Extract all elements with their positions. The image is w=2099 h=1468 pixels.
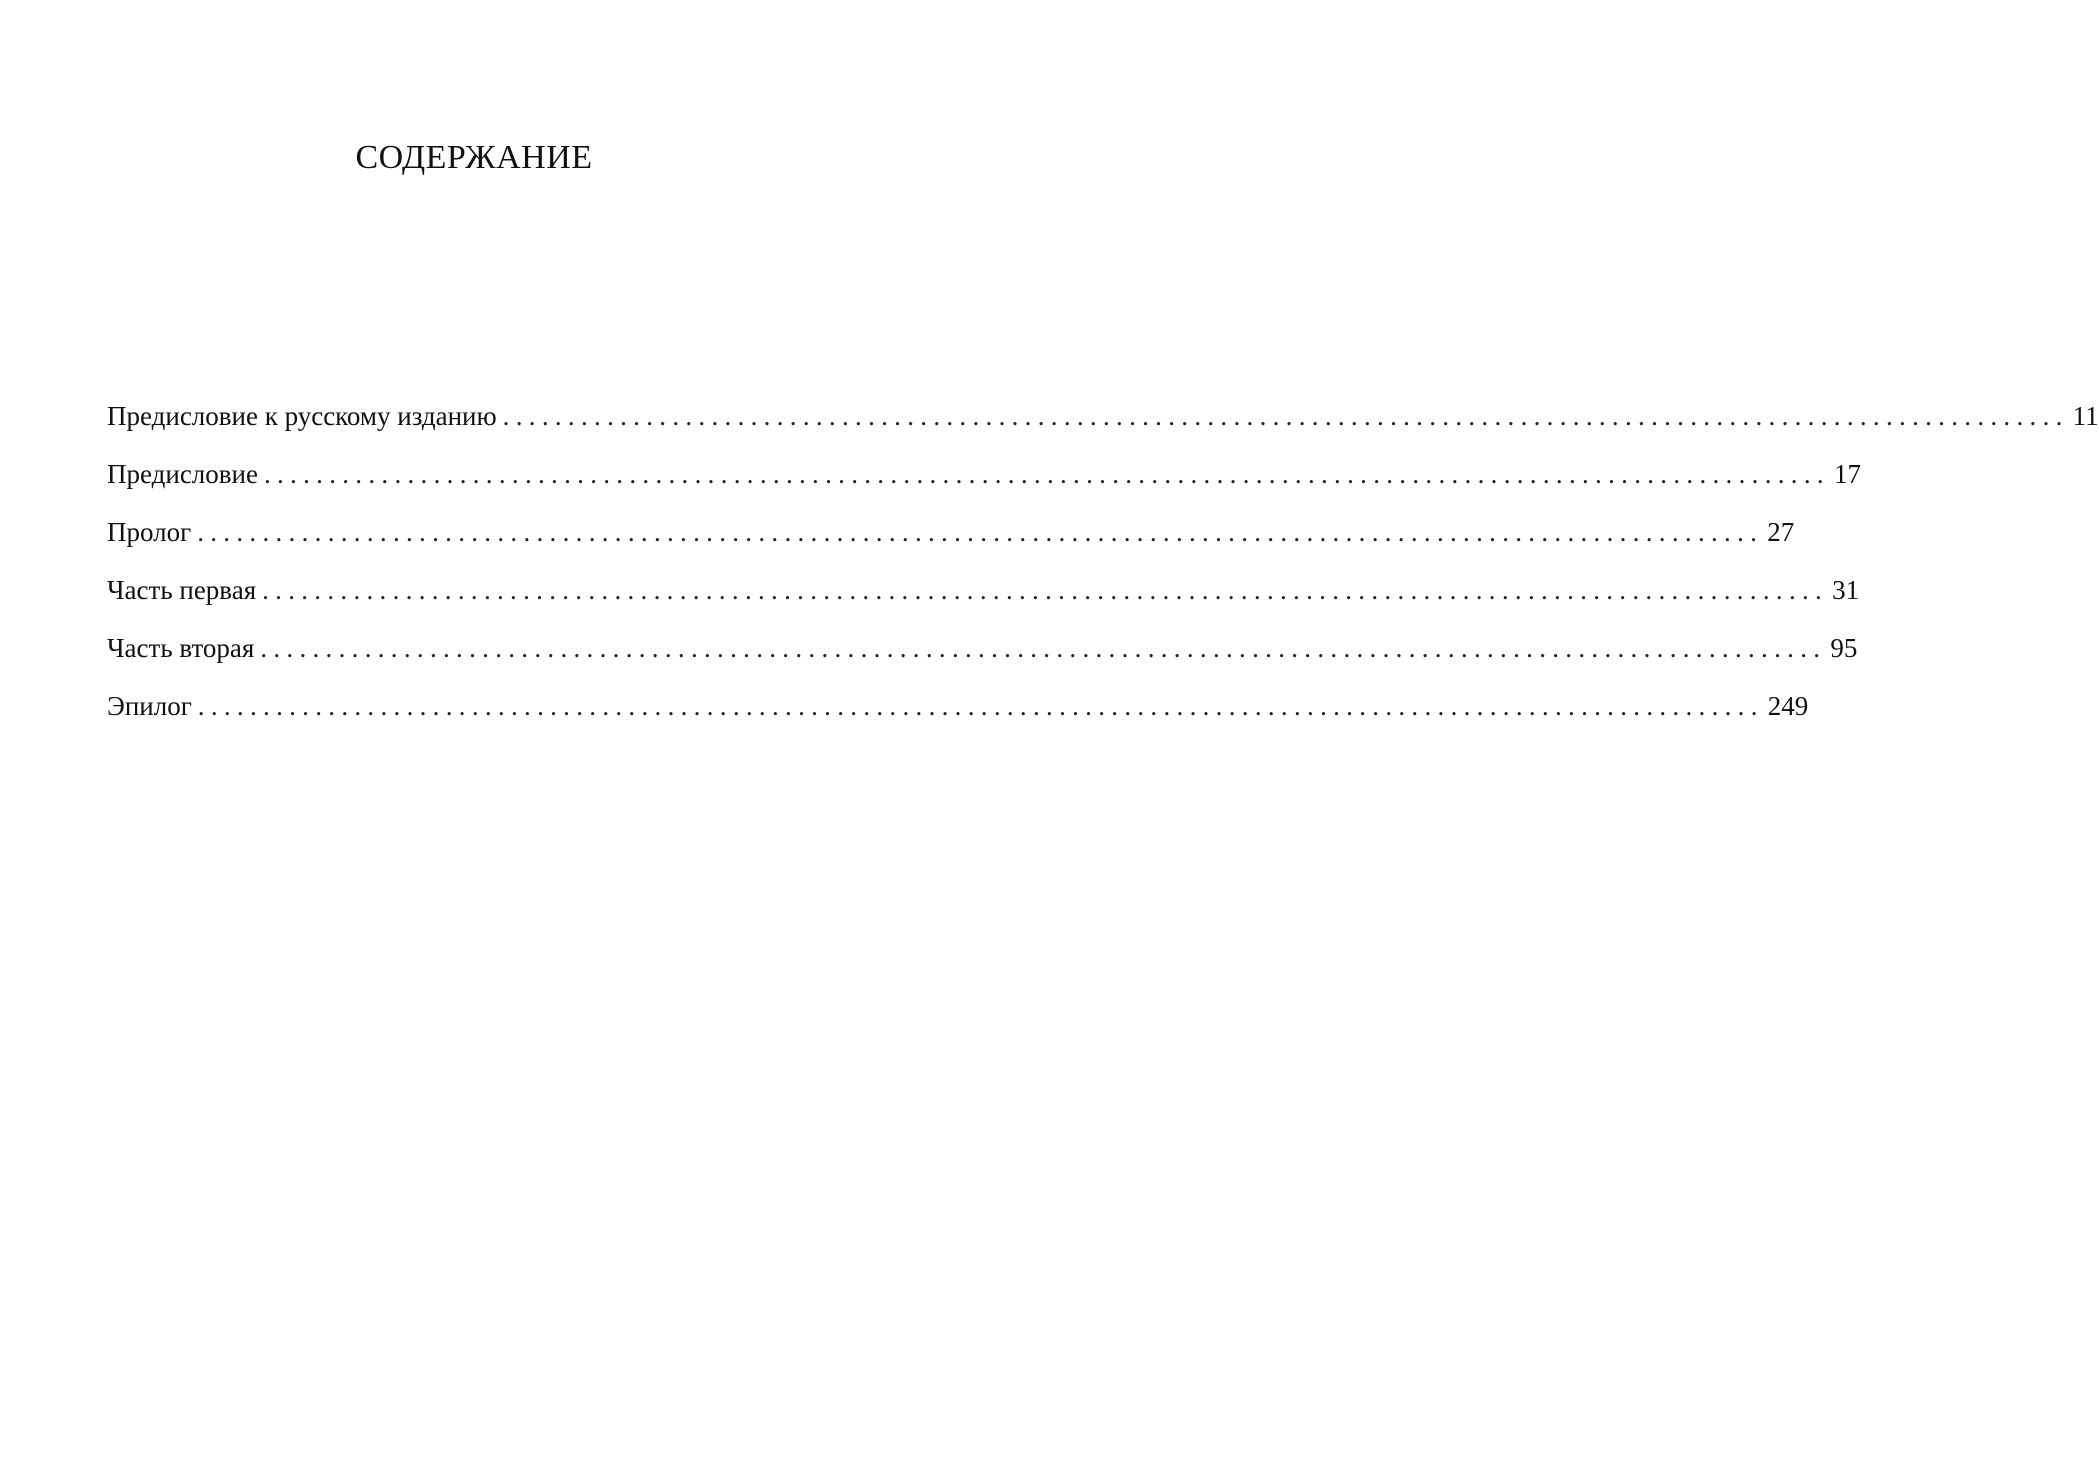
toc-entry — [107, 626, 1858, 684]
toc-dot-leader: ........................................................................................................................ — [263, 459, 1830, 489]
toc-entry-page-number: 27 — [1767, 517, 1795, 547]
toc-entry-label: Пролог — [107, 517, 192, 547]
toc-entry-page-number: 95 — [1830, 633, 1858, 663]
toc-entry-label: Эпилог — [107, 691, 192, 721]
toc-entry-page-number: 249 — [1767, 691, 1809, 721]
toc-entry-label: Часть первая — [107, 575, 257, 605]
toc-entry-label: Часть вторая — [107, 633, 255, 663]
toc-dot-leader: ........................................................................................................................ — [197, 517, 1764, 547]
toc-dot-leader: ........................................................................................................................ — [197, 691, 1764, 721]
toc-entry — [107, 394, 2099, 452]
toc-entry-label: Предисловие — [107, 459, 258, 489]
toc-title: СОДЕРЖАНИЕ — [355, 139, 593, 176]
toc-dot-leader: ........................................................................................................................ — [502, 401, 2069, 431]
toc-entry-page-number: 17 — [1833, 459, 1861, 489]
toc-entry — [107, 568, 1860, 626]
toc-list — [107, 394, 2099, 742]
toc-entry — [107, 452, 1861, 510]
toc-dot-leader: ........................................................................................................................ — [262, 575, 1829, 605]
toc-entry — [107, 510, 1795, 568]
toc-entry-page-number: 11 — [2072, 401, 2099, 431]
toc-entry-label: Предисловие к русскому изданию — [107, 401, 497, 431]
toc-dot-leader: ........................................................................................................................ — [260, 633, 1827, 663]
toc-entry-page-number: 31 — [1832, 575, 1860, 605]
toc-entry — [107, 684, 1809, 742]
